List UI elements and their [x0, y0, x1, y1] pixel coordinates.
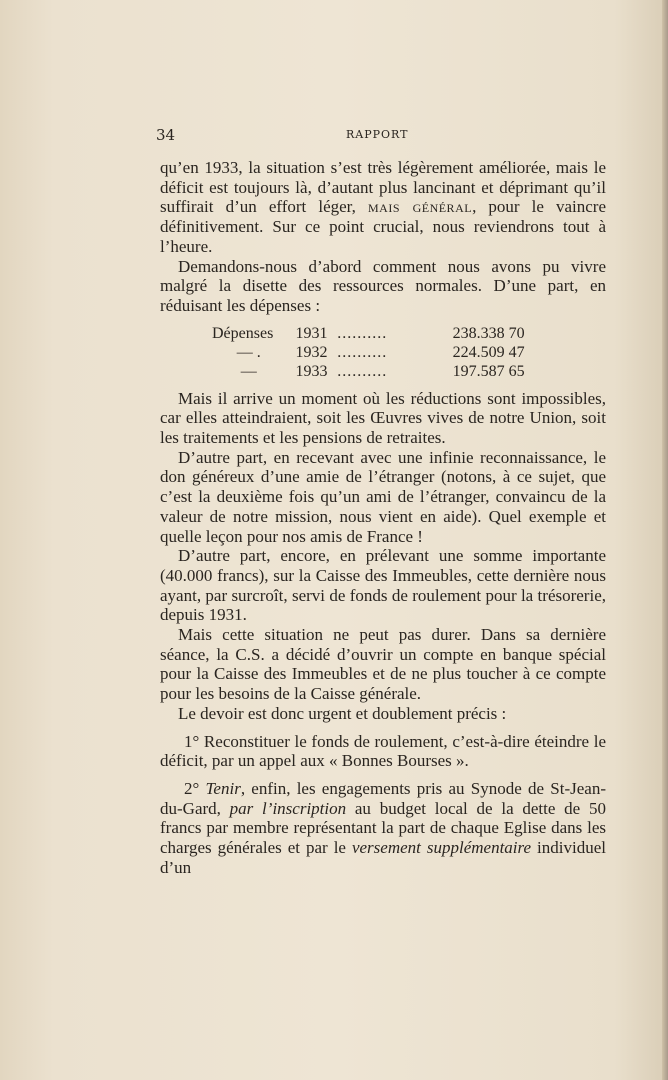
small-caps-phrase: mais général	[367, 197, 473, 217]
leader-dots: ..........	[337, 343, 388, 361]
paragraph-1-text: qu’en 1933, la situation s’est très légèrement améliorée, mais le déficit est toujours là, d’autant plus lancinant et déprimant qu’il suffirait d’un effort léger,	[160, 158, 606, 217]
item-2-text: 2°	[184, 778, 206, 798]
item-2-text: , enfin, les engagements pris au Synode de St-Jean-du-Gard,	[160, 778, 606, 818]
paragraph-2: Demandons-nous d’abord comment nous avons pu vivre malgré la disette des ressources normales. D’une part, en réduisant les dépenses :	[160, 256, 606, 315]
paragraph-3: Mais il arrive un moment où les réductions sont impossibles, car elles atteindraient, soit les Œuvres vives de notre Union, soit les traitements et les pensions de retraites.	[160, 388, 606, 448]
expense-label: Dépenses	[212, 324, 274, 342]
expense-year: 1931	[295, 324, 328, 342]
paragraph-1	[160, 158, 606, 257]
expense-label: — .	[236, 343, 261, 361]
leader-dots: ..........	[337, 324, 388, 342]
paragraph-5: D’autre part, encore, en prélevant une somme importante (40.000 francs), sur la Caisse des Immeubles, cette dernière nous ayant, par surcroît, servi de fonds de roulement pour la trésorerie, depuis 1931.	[160, 546, 606, 625]
item-2-text: au budget local de la dette de 50 francs par membre représentant la part de chaque Eglise dans les charges générales et par le	[160, 798, 606, 858]
expense-row	[212, 343, 552, 362]
item-2-italic: Tenir	[205, 778, 241, 798]
page-edge	[662, 0, 668, 1080]
item-2-italic: par l’inscription	[229, 798, 347, 818]
expense-year: 1932	[295, 343, 328, 361]
leader-dots: ..........	[337, 362, 388, 380]
expense-amount: 224.509 47	[452, 343, 525, 361]
expense-year: 1933	[295, 362, 328, 380]
page-number: 34	[156, 126, 176, 144]
paragraph-1-text-end: , pour le vaincre définitivement. Sur ce point crucial, nous reviendrons tout à l’heure.	[160, 197, 606, 256]
expense-row	[212, 362, 552, 381]
running-head: RAPPORT	[346, 128, 409, 141]
expense-amount: 197.587 65	[452, 362, 525, 380]
list-item-1: 1° Reconstituer le fonds de roulement, c’est-à-dire éteindre le déficit, par un appel aux « Bonnes Bourses ».	[160, 731, 606, 771]
item-2-italic: versement supplémentaire	[351, 838, 532, 858]
expense-row	[212, 324, 552, 343]
page-header	[156, 126, 606, 150]
paragraph-7: Le devoir est donc urgent et doublement précis :	[178, 703, 507, 723]
item-2-text: individuel d’un	[160, 838, 606, 877]
list-item-2	[160, 779, 606, 878]
expense-amount: 238.338 70	[452, 324, 525, 342]
body-text	[160, 158, 606, 878]
paragraph-4: D’autre part, en recevant avec une infinie reconnaissance, le don généreux d’une amie de l’étranger (notons, à ce sujet, que c’est la deuxième fois qu’un ami de l’étranger, convaincu de la valeur de notre mission, nous vient en aide). Quel exemple et quelle leçon pour nos amis de France !	[160, 447, 606, 546]
expenses-table	[212, 324, 552, 381]
paragraph-6: Mais cette situation ne peut pas durer. Dans sa dernière séance, la C.S. a décidé d’ouvrir un compte en banque spécial pour la Caisse des Immeubles et de ne plus toucher à ce compte pour les besoins de la Caisse générale.	[160, 625, 606, 704]
expense-label: —	[240, 362, 257, 380]
